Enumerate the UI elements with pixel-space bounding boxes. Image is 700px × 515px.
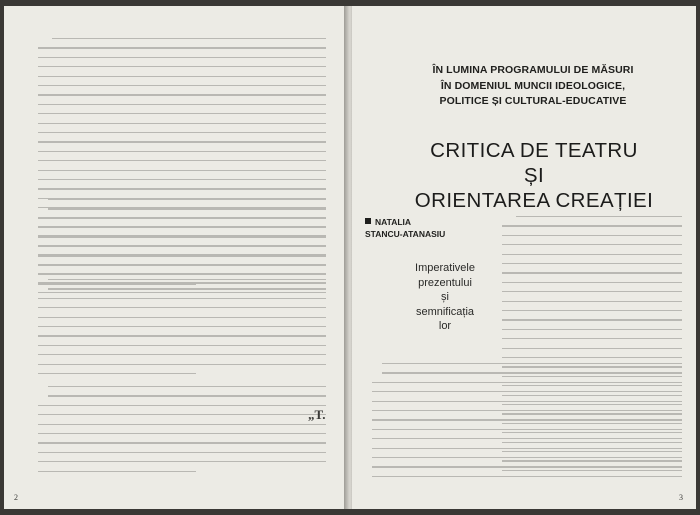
text-line-placeholder [38,307,326,308]
text-line-placeholder [372,476,682,477]
text-line-placeholder [48,279,326,280]
text-line-placeholder [38,151,326,152]
text-line-placeholder [502,338,682,339]
text-line-placeholder [502,263,682,264]
text-line-placeholder [38,317,326,318]
text-line-placeholder [38,76,326,77]
text-line-placeholder [38,284,196,285]
text-line-placeholder [372,429,682,430]
text-line-placeholder [38,132,326,133]
text-line-placeholder [38,237,326,238]
text-line-placeholder [372,410,682,411]
text-line-placeholder [38,292,326,293]
text-line-placeholder [48,288,326,289]
text-line-placeholder [502,310,682,311]
subtitle-line: lor [438,320,452,332]
text-line-placeholder [502,225,682,226]
text-line-placeholder [502,319,682,320]
text-line-placeholder [38,364,326,365]
text-line-placeholder [38,326,326,327]
text-line-placeholder [38,433,326,434]
kicker-line: ÎN DOMENIUL MUNCII IDEOLOGICE, [440,79,626,92]
text-line-placeholder [502,451,682,452]
text-line-placeholder [502,460,682,461]
text-line-placeholder [502,272,682,273]
text-line-placeholder [372,401,682,402]
text-line-placeholder [502,291,682,292]
text-line-placeholder [502,376,682,377]
text-line-placeholder [38,160,326,161]
text-line-placeholder [502,282,682,283]
bullet-square-icon [365,218,371,224]
text-line-placeholder [48,395,326,396]
title-line: ORIENTAREA CREAȚIEI [414,189,654,212]
text-line-placeholder [372,419,682,420]
text-line-placeholder [48,208,326,209]
text-line-placeholder [38,335,326,336]
text-line-placeholder [38,265,326,266]
text-line-placeholder [38,442,326,443]
left-page [4,6,348,509]
text-line-placeholder [38,188,326,189]
article-title [392,138,676,213]
text-line-placeholder [38,218,326,219]
text-line-placeholder [502,385,682,386]
right-page [352,6,696,509]
text-line-placeholder [502,404,682,405]
subtitle-line: și [441,291,449,303]
text-line-placeholder [516,216,682,217]
text-line-placeholder [38,452,326,453]
text-line-placeholder [38,141,326,142]
text-line-placeholder [38,424,326,425]
text-line-placeholder [38,405,326,406]
text-line-placeholder [382,372,682,373]
author-last-name: STANCU-ATANASIU [365,229,446,239]
text-line-placeholder [38,461,326,462]
text-line-placeholder [38,274,326,275]
text-line-placeholder [38,354,326,355]
text-line-placeholder [48,386,326,387]
text-line-placeholder [502,301,682,302]
text-line-placeholder [502,413,682,414]
text-line-placeholder [372,466,682,467]
text-line-placeholder [502,366,682,367]
section-kicker [408,63,658,110]
author-first-name: NATALIA [375,217,412,227]
text-line-placeholder [502,423,682,424]
text-line-placeholder [502,432,682,433]
text-line-placeholder [372,438,682,439]
text-line-placeholder [38,255,326,256]
author-byline [365,216,475,240]
text-line-placeholder [38,170,326,171]
text-line-placeholder [38,104,326,105]
text-line-placeholder [38,179,326,180]
text-line-placeholder [38,94,326,95]
text-line-placeholder [38,227,326,228]
text-line-placeholder [372,457,682,458]
kicker-line: POLITICE ȘI CULTURAL-EDUCATIVE [439,95,627,107]
text-line-placeholder [372,391,682,392]
text-line-placeholder [38,113,326,114]
subtitle-line: Imperativele [415,262,475,274]
text-line-placeholder [38,66,326,67]
subtitle-line: semnificația [415,305,475,318]
text-line-placeholder [38,246,326,247]
text-line-placeholder [48,199,326,200]
text-line-placeholder [38,298,326,299]
text-line-placeholder [502,395,682,396]
text-line-placeholder [382,363,682,364]
end-mark: „T. [308,407,326,422]
text-line-placeholder [38,85,326,86]
title-line: CRITICA DE TEATRU [430,139,638,162]
text-line-placeholder [502,235,682,236]
left-page-number: 2 [14,493,18,502]
text-line-placeholder [502,329,682,330]
text-line-placeholder [38,471,196,472]
text-line-placeholder [38,345,326,346]
title-line: ȘI [523,164,545,187]
text-line-placeholder [502,254,682,255]
text-line-placeholder [38,414,326,415]
text-line-placeholder [502,470,682,471]
text-line-placeholder [38,57,326,58]
kicker-line: ÎN LUMINA PROGRAMULUI DE MĂSURI [432,64,634,76]
subtitle-line: prezentului [418,276,472,289]
text-line-placeholder [38,373,196,374]
text-line-placeholder [502,244,682,245]
text-line-placeholder [38,47,326,48]
text-line-placeholder [502,348,682,349]
text-line-placeholder [52,38,326,39]
text-line-placeholder [502,442,682,443]
article-subtitle [397,261,493,334]
text-line-placeholder [38,123,326,124]
text-line-placeholder [372,382,682,383]
text-line-placeholder [502,357,682,358]
right-page-number: 3 [679,493,683,502]
text-line-placeholder [372,448,682,449]
